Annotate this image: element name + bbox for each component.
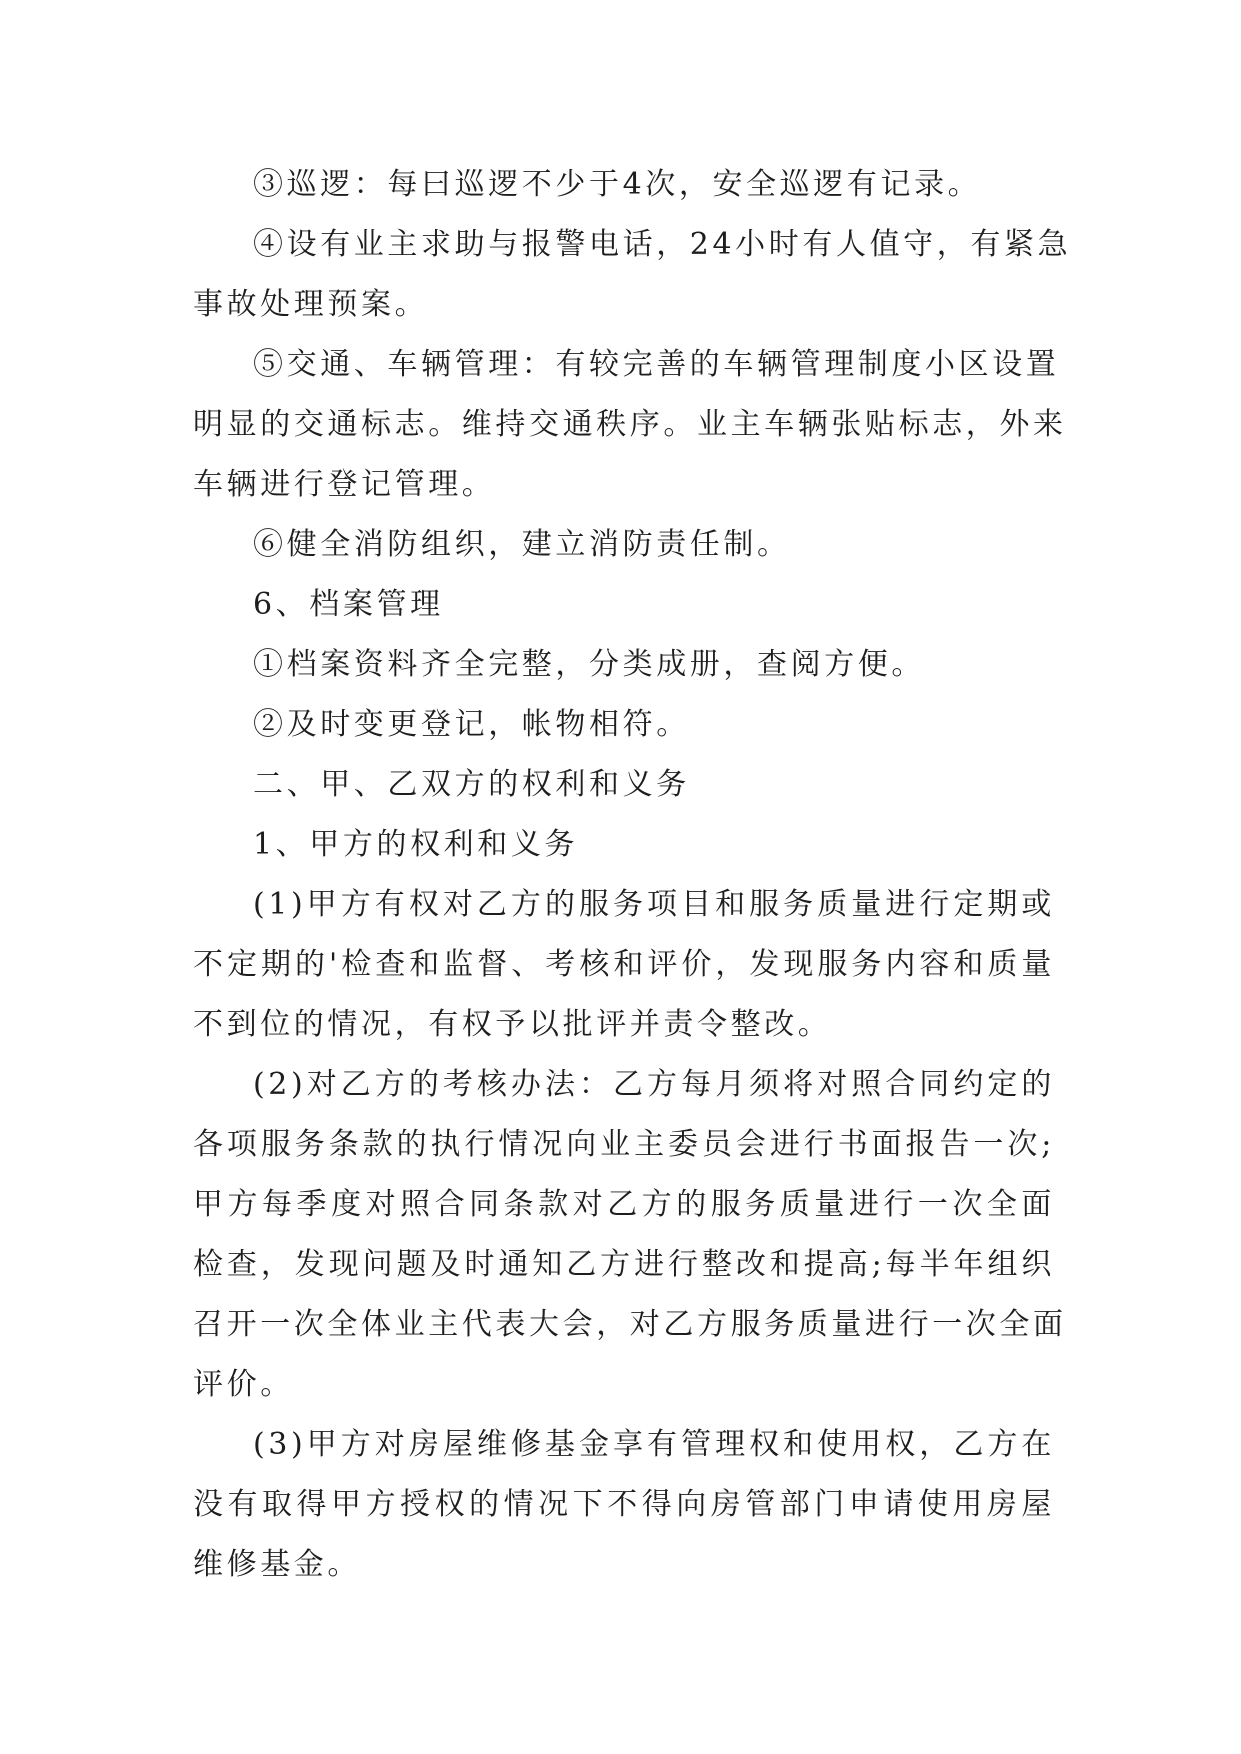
- text-line: (1)甲方有权对乙方的服务项目和服务质量进行定期或: [253, 887, 1055, 922]
- text-line: ④设有业主求助与报警电话，24小时有人值守，有紧急: [253, 227, 1072, 262]
- section-heading: 6、档案管理: [253, 587, 444, 622]
- text-line: 召开一次全体业主代表大会，对乙方服务质量进行一次全面: [193, 1307, 1067, 1342]
- section-heading: 二、甲、乙双方的权利和义务: [253, 767, 690, 802]
- text-line: (3)甲方对房屋维修基金享有管理权和使用权，乙方在: [253, 1427, 1055, 1462]
- text-line: ⑥健全消防组织，建立消防责任制。: [253, 527, 791, 562]
- text-line: 事故处理预案。: [193, 287, 429, 322]
- document-body: [193, 155, 1072, 1595]
- text-line: 甲方每季度对照合同条款对乙方的服务质量进行一次全面: [193, 1187, 1055, 1222]
- text-line: 没有取得甲方授权的情况下不得向房管部门申请使用房屋: [193, 1487, 1055, 1522]
- text-line: 检查，发现问题及时通知乙方进行整改和提高;每半年组织: [193, 1247, 1055, 1282]
- text-line: 维修基金。: [193, 1547, 361, 1582]
- text-line: 不到位的情况，有权予以批评并责令整改。: [193, 1007, 832, 1042]
- text-line: ③巡逻：每曰巡逻不少于4次，安全巡逻有记录。: [253, 167, 982, 202]
- text-line: ①档案资料齐全完整，分类成册，查阅方便。: [253, 647, 925, 682]
- subsection-heading: 1、甲方的权利和义务: [253, 827, 579, 862]
- text-line: (2)对乙方的考核办法：乙方每月须将对照合同约定的: [253, 1067, 1055, 1102]
- text-line: ②及时变更登记，帐物相符。: [253, 707, 690, 742]
- text-line: 明显的交通标志。维持交通秩序。业主车辆张贴标志，外来: [193, 407, 1067, 442]
- text-line: ⑤交通、车辆管理：有较完善的车辆管理制度小区设置: [253, 347, 1060, 382]
- text-line: 评价。: [193, 1367, 294, 1402]
- text-line: 车辆进行登记管理。: [193, 467, 496, 502]
- text-line: 各项服务条款的执行情况向业主委员会进行书面报告一次;: [193, 1127, 1055, 1162]
- text-line: 不定期的'检查和监督、考核和评价，发现服务内容和质量: [193, 947, 1055, 982]
